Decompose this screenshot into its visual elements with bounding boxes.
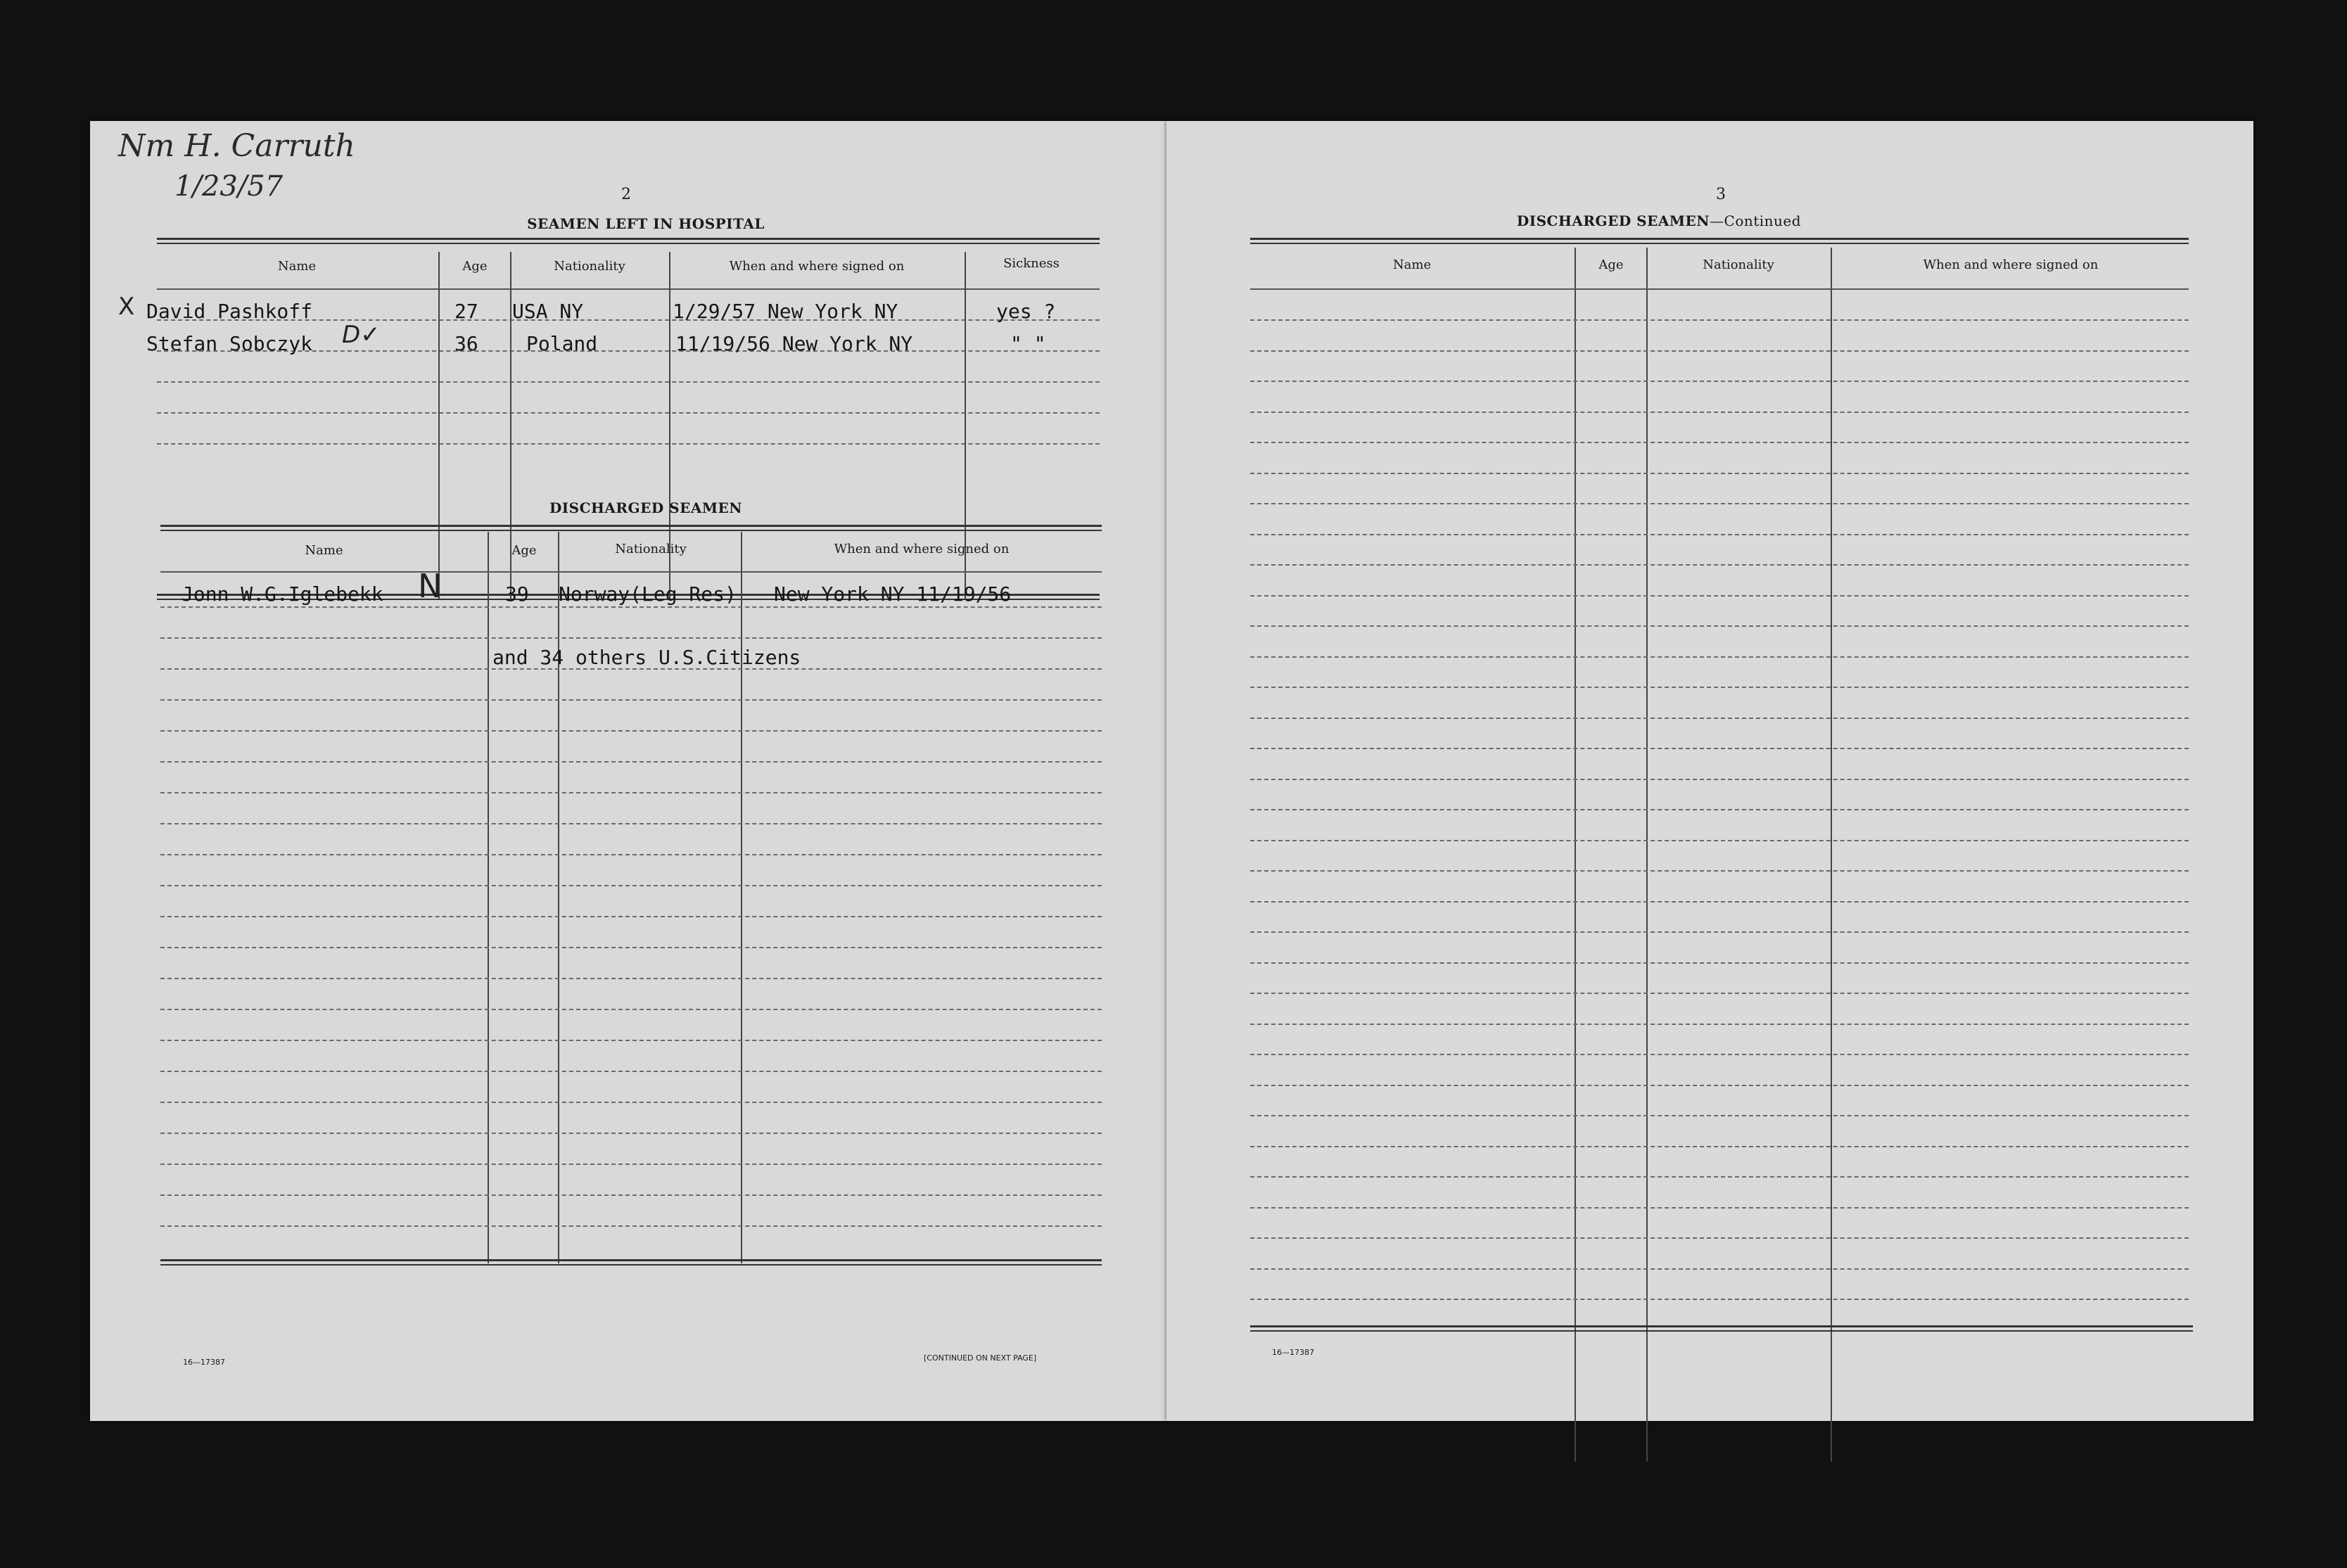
ruled-line — [1250, 503, 2189, 504]
ruled-line — [1250, 779, 2189, 780]
right-col-divider — [1575, 248, 1576, 1462]
form-number: 16—17387 — [1272, 1348, 1314, 1357]
ruled-line — [1250, 901, 2189, 903]
hospital-col-name: Name — [277, 259, 317, 274]
ruled-line — [160, 916, 1102, 917]
hospital-row-sickness: " " — [1010, 332, 1046, 355]
ruled-line — [1250, 1207, 2189, 1209]
hospital-col-sickness: Sickness — [1003, 256, 1060, 271]
discharged-row-age: 39 — [505, 582, 529, 606]
ruled-line — [160, 1225, 1102, 1227]
right-col-nationality: Nationality — [1703, 257, 1774, 272]
ruled-line — [1250, 1268, 2189, 1270]
ruled-line — [160, 730, 1102, 732]
ruled-line — [160, 885, 1102, 886]
ruled-line — [160, 1102, 1102, 1103]
discharged-col-nationality: Nationality — [615, 542, 687, 556]
hospital-col-nationality: Nationality — [554, 259, 625, 274]
discharged-bottom-rule — [160, 1259, 1102, 1266]
hospital-col-age: Age — [462, 259, 488, 274]
ruled-line — [1250, 534, 2189, 535]
hospital-row-nationality: Poland — [526, 332, 598, 355]
hospital-col-signed-on: When and where signed on — [729, 259, 905, 274]
ruled-line — [1250, 870, 2189, 872]
hospital-row-line — [157, 412, 1100, 414]
page-number: 2 — [621, 186, 631, 203]
page-number: 3 — [1716, 186, 1726, 203]
ruled-line — [160, 947, 1102, 948]
ruled-line — [1250, 748, 2189, 749]
right-col-signed-on: When and where signed on — [1923, 257, 2099, 272]
right-page — [1166, 121, 2253, 1421]
handwritten-date: 1/23/57 — [174, 170, 284, 203]
ruled-line — [160, 823, 1102, 824]
hospital-top-rule — [157, 238, 1100, 244]
ruled-line — [1250, 656, 2189, 658]
ruled-line — [1250, 412, 2189, 413]
ruled-line — [160, 1071, 1102, 1072]
ruled-line — [1250, 381, 2189, 382]
ruled-line — [1250, 962, 2189, 964]
ruled-line — [160, 761, 1102, 763]
right-col-name: Name — [1392, 257, 1432, 272]
hospital-row-age: 36 — [454, 332, 478, 355]
discharged-row-nationality: Norway(Leg Res) — [559, 582, 737, 606]
hospital-heading: SEAMEN LEFT IN HOSPITAL — [527, 215, 765, 232]
hospital-row-signed-on: 11/19/56 New York NY — [675, 332, 913, 355]
ruled-line — [1250, 1176, 2189, 1178]
ruled-line — [1250, 809, 2189, 810]
discharged-continued-heading — [1476, 212, 1842, 229]
right-col-divider — [1831, 248, 1832, 1462]
discharged-col-name: Name — [305, 543, 343, 558]
ruled-line — [1250, 718, 2189, 719]
row-mark-x: X — [118, 293, 135, 321]
ruled-line — [1250, 1115, 2189, 1116]
ruled-line — [160, 1194, 1102, 1196]
discharged-col-divider — [741, 532, 742, 1263]
discharged-note: and 34 others U.S.Citizens — [492, 646, 801, 669]
right-top-rule — [1250, 238, 2189, 244]
discharged-heading: DISCHARGED SEAMEN — [549, 499, 743, 516]
discharged-col-divider — [488, 532, 489, 1263]
ruled-line — [160, 1133, 1102, 1134]
right-header-rule — [1250, 288, 2189, 290]
hospital-row-name: David Pashkoff — [146, 300, 313, 323]
form-number: 16—17387 — [183, 1358, 225, 1367]
hospital-row-nationality: USA NY — [512, 300, 584, 323]
ruled-line — [160, 1164, 1102, 1165]
hospital-row-signed-on: 1/29/57 New York NY — [673, 300, 898, 323]
ruled-line — [1250, 1085, 2189, 1086]
ruled-line — [1250, 595, 2189, 597]
heading-continued: —Continued — [1710, 212, 1802, 229]
ruled-line — [160, 637, 1102, 639]
ruled-line — [1250, 564, 2189, 566]
ruled-line — [1250, 931, 2189, 933]
discharged-top-rule — [160, 525, 1102, 531]
ruled-line — [1250, 442, 2189, 443]
ruled-line — [160, 1040, 1102, 1041]
ruled-line — [160, 854, 1102, 855]
hospital-row-sickness: yes ? — [996, 300, 1056, 323]
ruled-line — [1250, 687, 2189, 688]
ruled-line — [1250, 473, 2189, 474]
ruled-line — [1250, 993, 2189, 994]
heading-main: DISCHARGED SEAMEN — [1516, 212, 1710, 229]
ruled-line — [1250, 840, 2189, 841]
discharged-col-age: Age — [511, 543, 537, 558]
discharged-col-divider — [558, 532, 559, 1263]
ruled-line — [160, 978, 1102, 979]
hospital-row-line — [157, 381, 1100, 383]
continued-note: [CONTINUED ON NEXT PAGE] — [924, 1353, 1037, 1363]
right-col-divider — [1646, 248, 1648, 1462]
ruled-line — [1250, 1237, 2189, 1239]
ruled-line — [1250, 1024, 2189, 1025]
ruled-line — [1250, 350, 2189, 352]
hospital-row-line — [157, 443, 1100, 445]
ruled-line — [1250, 625, 2189, 627]
ruled-line — [160, 792, 1102, 793]
checkmark-icon: D✓ — [342, 321, 381, 349]
right-col-age: Age — [1598, 257, 1624, 272]
hospital-row-name: Stefan Sobczyk — [146, 332, 313, 355]
discharged-row-name: Jonn W.G.Iglebekk — [182, 582, 383, 606]
left-page — [90, 121, 1166, 1421]
ruled-line — [1250, 1054, 2189, 1055]
right-bottom-rule — [1250, 1325, 2193, 1332]
ruled-line — [1250, 1146, 2189, 1147]
ruled-line — [1250, 1299, 2189, 1300]
ruled-line — [160, 1009, 1102, 1010]
ruled-line — [160, 699, 1102, 701]
ruled-line — [1250, 319, 2189, 321]
verification-mark: N — [418, 567, 443, 605]
ruled-line — [160, 606, 1102, 608]
hospital-row-age: 27 — [454, 300, 478, 323]
discharged-header-rule — [160, 571, 1102, 573]
discharged-row-signed-on: New York NY 11/19/56 — [774, 582, 1012, 606]
handwritten-name: Nm H. Carruth — [118, 128, 355, 164]
discharged-col-signed-on: When and where signed on — [834, 542, 1010, 556]
hospital-header-rule — [157, 288, 1100, 290]
